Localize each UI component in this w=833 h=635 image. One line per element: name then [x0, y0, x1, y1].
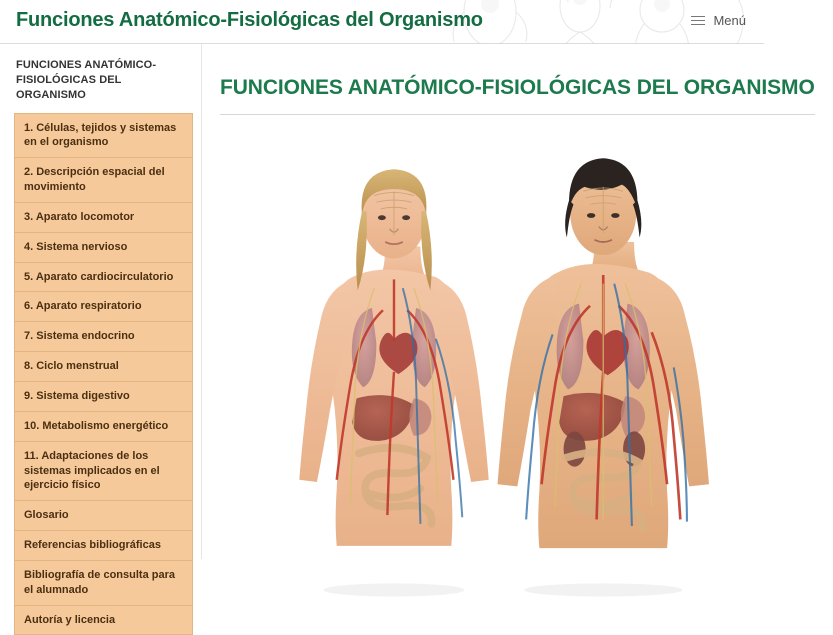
sidebar-heading: FUNCIONES ANATÓMICO-FISIOLÓGICAS DEL ORGANISMO	[16, 59, 157, 101]
title-divider	[220, 114, 815, 115]
anatomy-illustration	[220, 123, 815, 597]
sidebar-navigation	[0, 44, 202, 626]
sidebar-item-referencias-bibliograficas[interactable]: Referencias bibliográficas	[14, 530, 193, 560]
sidebar-item-autoria-licencia[interactable]: Autoría y licencia	[14, 605, 193, 635]
figure-male	[498, 158, 709, 548]
hamburger-icon	[691, 16, 705, 26]
sidebar-item-bibliografia-consulta[interactable]: Bibliografía de consulta para el alumnado	[14, 560, 193, 605]
menu-toggle-button[interactable]	[691, 13, 746, 28]
sidebar-item-7[interactable]: 7. Sistema endocrino	[14, 321, 193, 351]
sidebar-item-3[interactable]: 3. Aparato locomotor	[14, 202, 193, 232]
page-layout	[0, 44, 815, 626]
sidebar-item-8[interactable]: 8. Ciclo menstrual	[14, 351, 193, 381]
sidebar-item-glosario[interactable]: Glosario	[14, 500, 193, 530]
sidebar-item-10[interactable]: 10. Metabolismo energético	[14, 411, 193, 441]
site-title: Funciones Anatómico-Fisiológicas del Organismo	[16, 9, 483, 31]
sidebar-item-9[interactable]: 9. Sistema digestivo	[14, 381, 193, 411]
sidebar-item-5[interactable]: 5. Aparato cardiocirculatorio	[14, 262, 193, 292]
sidebar-item-2[interactable]: 2. Descripción espacial del movimiento	[14, 157, 193, 202]
anatomy-figure-container	[220, 123, 815, 553]
sidebar-item-11[interactable]: 11. Adaptaciones de los sistemas implicados en el ejercicio físico	[14, 441, 193, 501]
page-title: FUNCIONES ANATÓMICO-FISIOLÓGICAS DEL ORGANISMO	[220, 76, 815, 100]
app-header	[0, 0, 764, 44]
main-content	[202, 44, 833, 559]
figure-female	[299, 169, 488, 546]
sidebar-item-1[interactable]: 1. Células, tejidos y sistemas en el organismo	[14, 113, 193, 158]
sidebar-item-4[interactable]: 4. Sistema nervioso	[14, 232, 193, 262]
menu-toggle-label: Menú	[713, 13, 746, 28]
sidebar-item-6[interactable]: 6. Aparato respiratorio	[14, 291, 193, 321]
